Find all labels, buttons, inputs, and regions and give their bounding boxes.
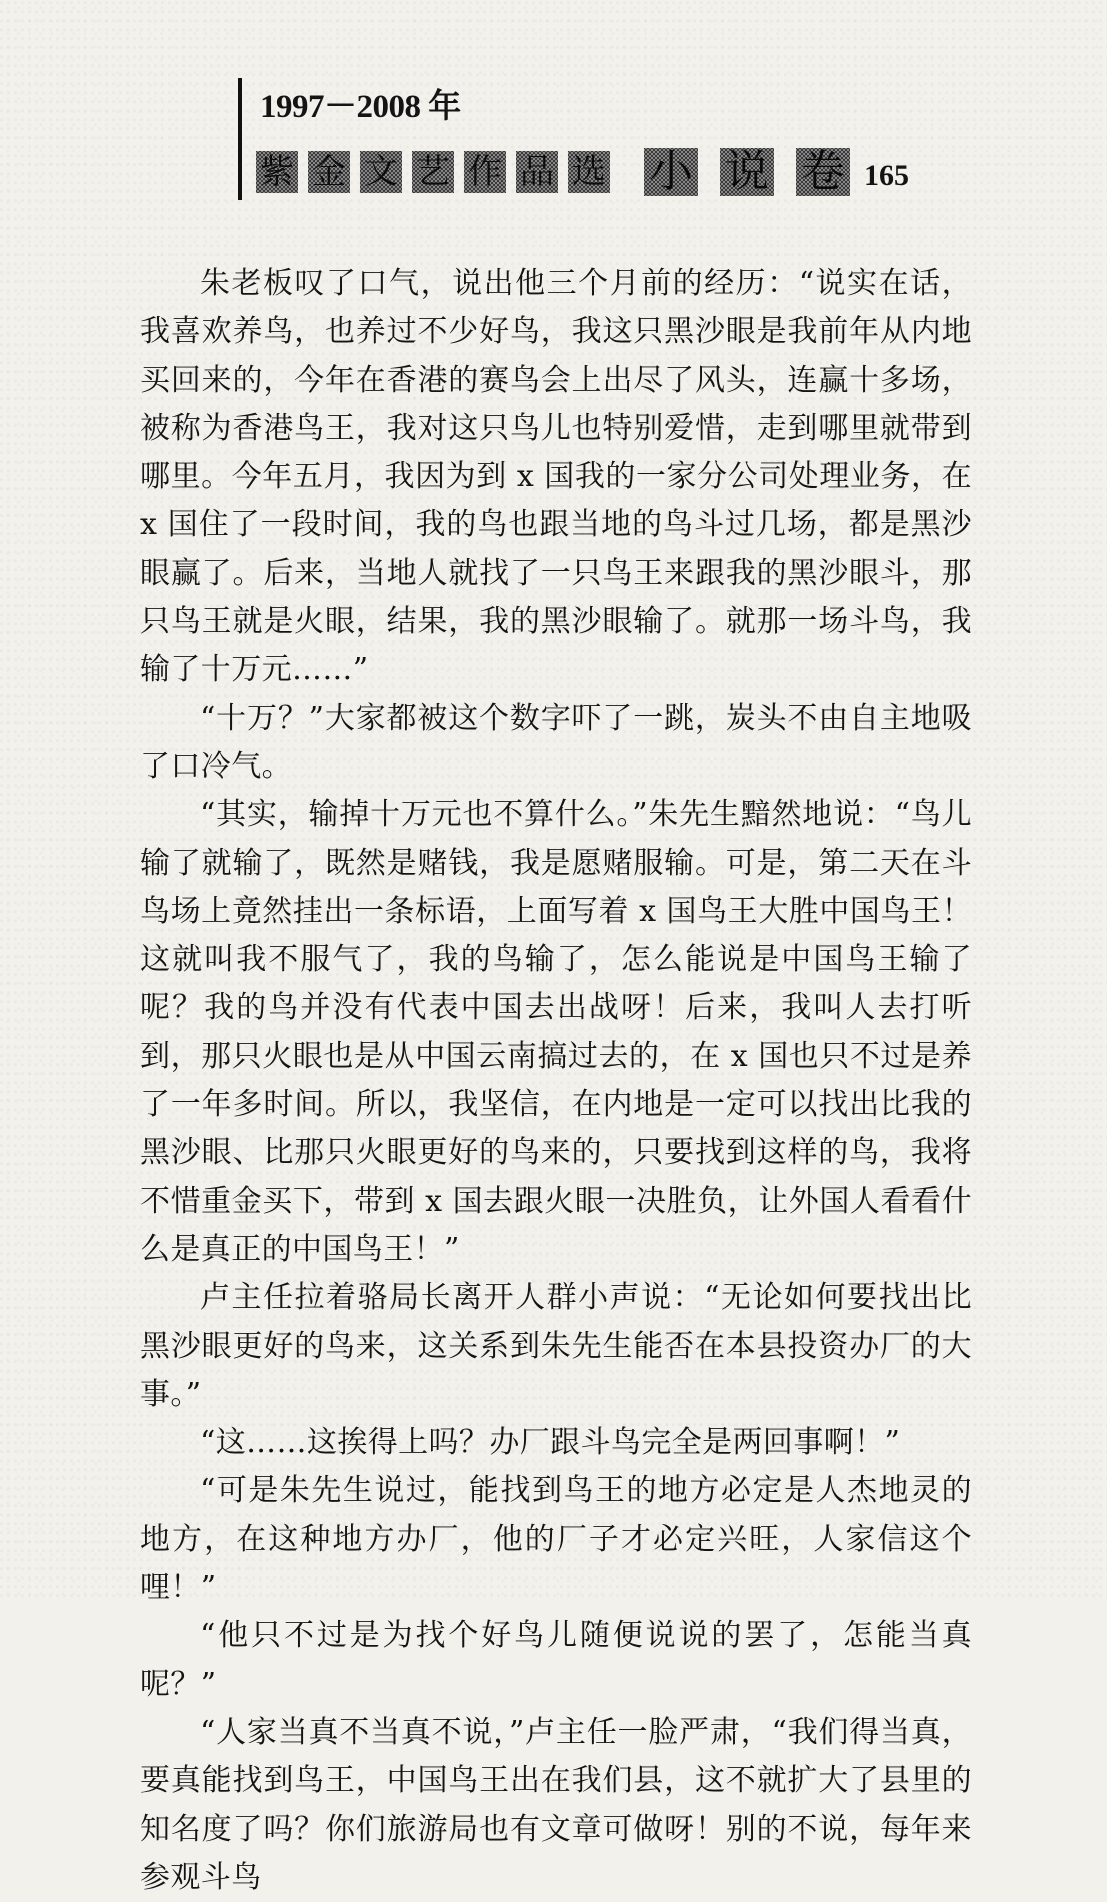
series-char: 金 [308, 151, 350, 193]
series-title-chars [256, 151, 610, 193]
body-text [140, 260, 972, 1902]
volume-title-chars [644, 148, 850, 196]
series-char: 选 [568, 151, 610, 193]
header-series-title [256, 148, 909, 196]
paragraph: “他只不过是为找个好鸟儿随便说说的罢了，怎能当真呢？” [140, 1618, 972, 1702]
page-number: 165 [864, 159, 909, 192]
series-char: 作 [464, 151, 506, 193]
series-char: 艺 [412, 151, 454, 193]
paragraph: 卢主任拉着骆局长离开人群小声说：“无论如何要找出比黑沙眼更好的鸟来，这关系到朱先生能否在本县投资办厂的大事。” [140, 1280, 972, 1412]
paragraph: “其实，输掉十万元也不算什么。”朱先生黯然地说：“鸟儿输了就输了，既然是赌钱，我是愿赌服输。可是，第二天在斗鸟场上竟然挂出一条标语，上面写着 x 国鸟王大胜中国鸟王！这就叫我不服气了，我的鸟输了，怎么能说是中国鸟王输了呢？我的鸟并没有代表中国去出战呀！后来，我叫人去打听到，那只火眼也是从中国云南搞过去的，在 x 国也只不过是养了一年多时间。所以，我坚信，在内地是一定可以找出比我的黑沙眼、比那只火眼更好的鸟来的，只要找到这样的鸟，我将不惜重金买下，带到 x 国去跟火眼一决胜负，让外国人看看什么是真正的中国鸟王！” [140, 797, 972, 1267]
paragraph: 朱老板叹了口气，说出他三个月前的经历：“说实在话，我喜欢养鸟，也养过不少好鸟，我这只黑沙眼是我前年从内地买回来的，今年在香港的赛鸟会上出尽了风头，连赢十多场，被称为香港鸟王，我对这只鸟儿也特别爱惜，走到哪里就带到哪里。今年五月，我因为到 x 国我的一家分公司处理业务，在 x 国住了一段时间，我的鸟也跟当地的鸟斗过几场，都是黑沙眼赢了。后来，当地人就找了一只鸟王来跟我的黑沙眼斗，那只鸟王就是火眼，结果，我的黑沙眼输了。就那一场斗鸟，我输了十万元……” [140, 266, 972, 688]
paragraph: “这……这挨得上吗？办厂跟斗鸟完全是两回事啊！” [200, 1425, 901, 1461]
paragraph: “十万？”大家都被这个数字吓了一跳，炭头不由自主地吸了口冷气。 [140, 700, 972, 784]
series-char: 文 [360, 151, 402, 193]
series-char: 品 [516, 151, 558, 193]
series-char: 紫 [256, 151, 298, 193]
paragraph: “可是朱先生说过，能找到鸟王的地方必定是人杰地灵的地方，在这种地方办厂，他的厂子才必定兴旺，人家信这个哩！” [140, 1473, 972, 1606]
header-years: 1997－2008 年 [260, 89, 461, 125]
volume-char: 卷 [796, 148, 850, 196]
header-vertical-rule [238, 78, 242, 200]
volume-char: 小 [644, 148, 698, 196]
paragraph: “人家当真不当真不说，”卢主任一脸严肃，“我们得当真，要真能找到鸟王，中国鸟王出在我们县，这不就扩大了县里的知名度了吗？你们旅游局也有文章可做呀！别的不说，每年来参观斗鸟 [140, 1714, 972, 1895]
volume-char: 说 [720, 148, 774, 196]
running-header [238, 78, 958, 203]
